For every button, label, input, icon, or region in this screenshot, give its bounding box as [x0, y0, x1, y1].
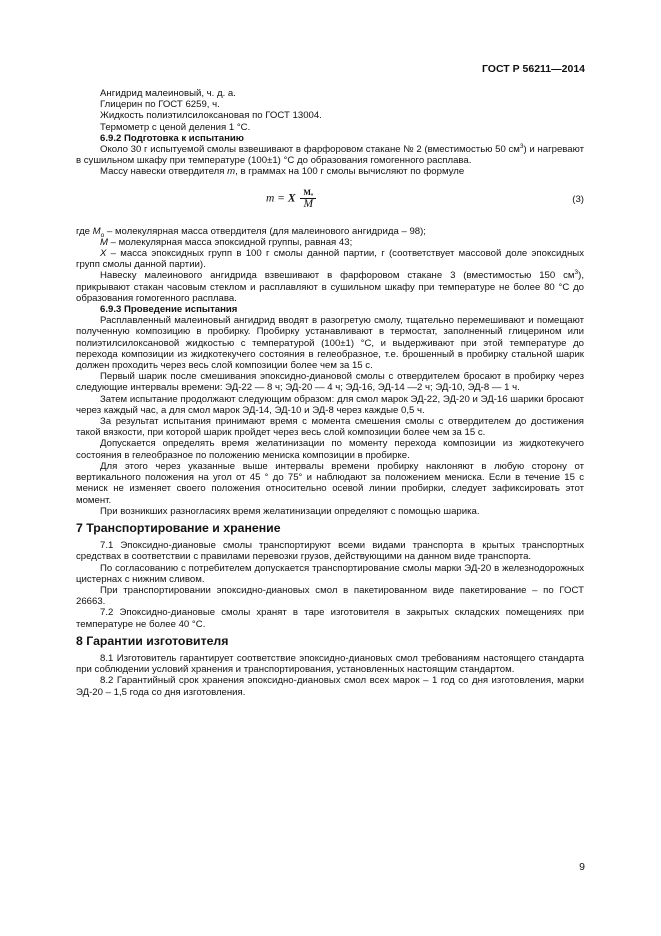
page-content: [76, 88, 584, 698]
page-number: 9: [579, 861, 585, 873]
paragraph: Затем испытание продолжают следующим образом: для смол марок ЭД-22, ЭД-20 и ЭД-16 шарики бросают через каждый час, а для смол марок ЭД-14, ЭД-10 и ЭД-8 через каждые 0,5 ч.: [76, 393, 584, 416]
formula-expression: m = X $\frac{\text{Mₒ}}{M}$: [266, 187, 316, 210]
paragraph: Допускается определять время желатинизации по моменту перехода композиции из жидкотекучего состояния в гелеобразное по положению мениска композиции в пробирке.: [76, 438, 584, 461]
paragraph: Около 30 г испытуемой смолы взвешивают в фарфоровом стакане № 2 (вместимостью 50 $см^3$) и нагревают в сушильном шкафу при температуре (100±1) °С до образования гомогенного расплава.: [76, 142, 584, 167]
document-header-id: ГОСТ Р 56211—2014: [481, 63, 585, 75]
section-title-8: 8 Гарантии изготовителя: [76, 633, 229, 648]
formula-number: (3): [572, 193, 584, 205]
material-item: Жидкость полиэтилсилоксановая по ГОСТ 13004.: [100, 110, 322, 122]
material-item: Ангидрид малеиновый, ч. д. а.: [100, 88, 236, 99]
formula-fraction: $\frac{\text{Mₒ}}{M}$: [300, 187, 316, 210]
paragraph: Навеску малеинового ангидрида взвешивают в фарфоровом стакане 3 (вместимостью 150 $см^3$), прикрывают стакан часовым стеклом и расплавляют в сушильном шкафу при температуре не более 80 °С до образования гомогенного расплава.: [76, 269, 584, 304]
formula-legend: где $M_о$ – молекулярная масса отвердителя (для малеинового ангидрида – 98);: [76, 225, 426, 239]
paragraph: 7.2 Эпоксидно-диановые смолы хранят в таре изготовителя в закрытых складских помещениях при температуре не более 40 °С.: [76, 607, 584, 630]
paragraph: Расплавленный малеиновый ангидрид вводят в разогретую смолу, тщательно перемешивают и помещают полученную композицию в пробирку. Пробирку устанавливают в термостат, заполненный глицерином или полиэтилсилоксановой жидкостью с температурой (100±1) °С, и выдерживают при этой температуре до перехода композиции из жидкотекучего состояния в гелеобразное, т.е. брошенный в пробирку стальной шарик должен проходить через весь слой композиции более чем за 15 с.: [76, 315, 584, 372]
formula-3: [76, 185, 584, 221]
subsection-title-6-9-2: 6.9.2 Подготовка к испытанию: [100, 132, 244, 144]
formula-legend: X – масса эпоксидных групп в 100 г смолы данной партии, г (соответствует массовой доле эпоксидных групп смолы данной партии).: [76, 248, 584, 271]
paragraph: 8.2 Гарантийный срок хранения эпоксидно-диановых смол всех марок – 1 год со дня изготовления, марки ЭД-20 – 1,5 года со дня изготовления.: [76, 675, 584, 698]
paragraph: Первый шарик после смешивания эпоксидно-диановой смолы с отвердителем бросают в пробирку через следующие интервалы времени: ЭД-22 — 8 ч; ЭД-20 — 4 ч; ЭД-16, ЭД-14 —2 ч; ЭД-10, ЭД-8 — 1 ч.: [76, 371, 584, 394]
paragraph: За результат испытания принимают время с момента смешения смолы с отвердителем до достижения такой вязкости, при которой шарик пройдет через весь слой композиции более чем за 15 с.: [76, 416, 584, 439]
material-item: Термометр с ценой деления 1 °С.: [100, 121, 251, 133]
section-title-7: 7 Транспортирование и хранение: [76, 520, 281, 535]
paragraph: 7.1 Эпоксидно-диановые смолы транспортируют всеми видами транспорта в крытых транспортных средствах в соответствии с правилами перевозки грузов, действующими на данном виде транспорта.: [76, 540, 584, 563]
paragraph: При возникших разногласиях время желатинизации определяют с помощью шарика.: [100, 505, 480, 517]
subsection-title-6-9-3: 6.9.3 Проведение испытания: [100, 304, 238, 316]
paragraph: При транспортировании эпоксидно-диановых смол в пакетированном виде пакетирование – по ГОСТ 26663.: [76, 584, 584, 608]
material-item: Глицерин по ГОСТ 6259, ч.: [100, 99, 220, 111]
paragraph: Массу навески отвердителя m, в граммах на 100 г смолы вычисляют по формуле: [100, 166, 465, 178]
formula-legend: M – молекулярная масса эпоксидной группы, равная 43;: [100, 236, 353, 248]
paragraph: 8.1 Изготовитель гарантирует соответствие эпоксидно-диановых смол требованиям настоящего стандарта при соблюдении условий хранения и транспортирования, установленных настоящим стандартом.: [76, 652, 584, 676]
paragraph: Для этого через указанные выше интервалы времени пробирку наклоняют в любую сторону от вертикального положения на угол от 45 ° до 75° и наблюдают за положением мениска. Если в течение 15 с мениск не изменяет своего положения относительно осевой линии пробирки, следует зафиксировать этот момент.: [76, 460, 584, 506]
paragraph: По согласованию с потребителем допускается транспортирование смолы марки ЭД-20 в железнодорожных цистернах с нижним сливом.: [76, 562, 584, 585]
